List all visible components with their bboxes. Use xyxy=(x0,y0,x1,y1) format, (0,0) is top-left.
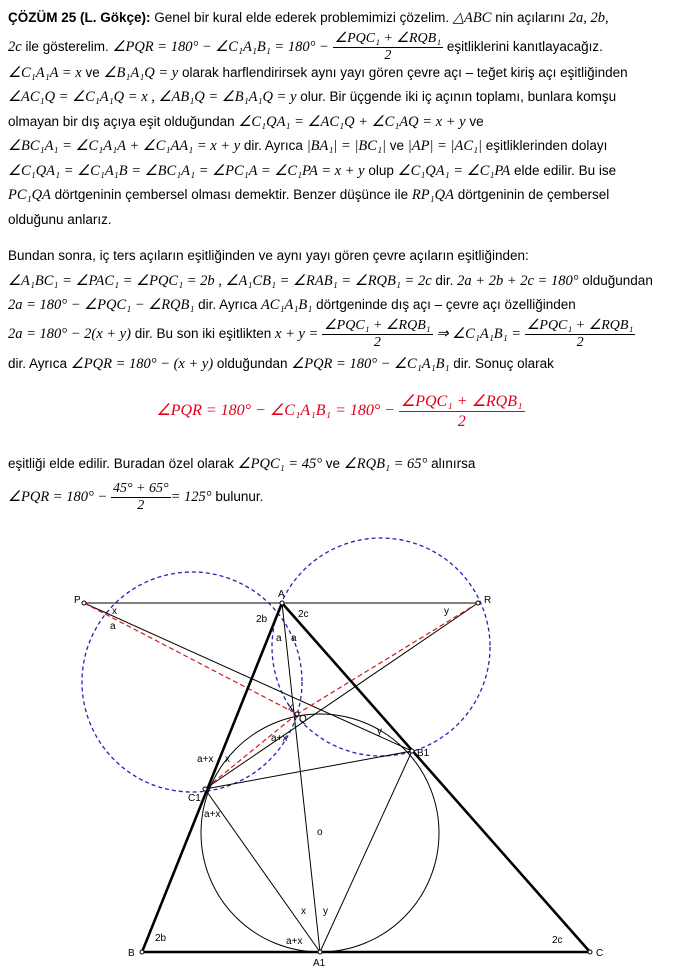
point-a xyxy=(280,601,284,605)
text: nin açılarını xyxy=(491,10,569,25)
math: 2a, 2b, xyxy=(568,10,609,26)
point-b1 xyxy=(410,749,414,753)
angle-label: a+x xyxy=(286,936,303,947)
text: olur. Bir üçgende iki iç açının toplamı, bunlara komşu xyxy=(296,89,617,104)
text: olduğundan xyxy=(213,355,292,371)
angle-label: a+x xyxy=(204,809,221,820)
angle-label: 2b xyxy=(155,933,167,944)
angle-label: 2c xyxy=(552,935,563,946)
label-a1: A1 xyxy=(313,958,326,969)
fraction xyxy=(399,392,525,431)
text-line xyxy=(8,159,673,184)
point-p xyxy=(82,601,86,605)
point-r xyxy=(476,601,480,605)
line-pb1 xyxy=(84,603,412,751)
angle-label: 2c xyxy=(298,609,309,620)
text: ve xyxy=(322,456,344,471)
math: ∠C₁QA₁ = ∠AC₁Q + ∠C₁AQ = x + y xyxy=(238,113,466,130)
text: eşitliklerinden dolayı xyxy=(482,138,608,153)
fraction-denominator: 2 xyxy=(384,47,392,63)
point-b xyxy=(140,950,144,954)
math: = 125° xyxy=(170,488,212,505)
text: eşitliklerini kanıtlayacağız. xyxy=(446,38,603,54)
text: dir. Ayrıca xyxy=(240,138,307,153)
text-line xyxy=(8,352,673,377)
fraction-denominator: 2 xyxy=(576,334,584,350)
math: x + y = xyxy=(275,325,319,342)
math: ∠PQR = 180° − xyxy=(8,488,108,505)
text: eşitliği elde edilir. Buradan özel olarak xyxy=(8,456,238,471)
label-a: A xyxy=(278,589,285,600)
result-equation xyxy=(0,392,681,431)
label-b1: B1 xyxy=(417,748,430,759)
label-r: R xyxy=(484,595,492,606)
math: |AP| = |AC₁| xyxy=(407,138,483,154)
label-b: B xyxy=(128,948,135,959)
math: ∠BC₁A₁ = ∠C₁A₁A + ∠C₁AA₁ = x + y xyxy=(8,138,241,154)
point-c xyxy=(588,950,592,954)
angle-label: y xyxy=(377,726,382,737)
angle-label: y xyxy=(323,906,328,917)
paragraph-3 xyxy=(8,452,673,515)
text: Genel bir kural elde ederek problemimizi çözelim. xyxy=(154,10,453,25)
angle-label: x xyxy=(288,702,293,713)
point-a1 xyxy=(318,950,322,954)
math: ∠PQR = 180° − ∠C₁A₁B₁ = 180° − xyxy=(112,38,329,55)
label-c1: C1 xyxy=(188,793,201,804)
math: ∠C₁QA₁ = ∠C₁A₁B = ∠BC₁A₁ = ∠PC₁A = ∠C₁PA = x + y xyxy=(8,162,365,179)
text-line xyxy=(8,481,673,515)
fraction-denominator: 2 xyxy=(137,497,145,513)
angle-label: a+x xyxy=(271,733,288,744)
line-c1b1 xyxy=(205,751,412,789)
text: bulunur. xyxy=(211,488,264,504)
text: dir. xyxy=(431,272,458,288)
angle-label: a+x xyxy=(197,754,214,765)
text: olmayan bir dış açıya eşit olduğundan xyxy=(8,113,239,129)
fraction-denominator: 2 xyxy=(457,413,466,430)
text: dir. Bu son iki eşitlikten xyxy=(130,325,276,341)
text-line xyxy=(8,85,673,110)
text-line xyxy=(8,31,673,61)
text-line xyxy=(8,6,673,31)
paragraph-2 xyxy=(8,244,673,376)
dashed-qc1 xyxy=(205,714,297,789)
text: alınırsa xyxy=(427,456,476,471)
math: ∠PQR = 180° − ∠C₁A₁B₁ xyxy=(291,355,450,372)
label-p: P xyxy=(74,595,81,606)
math: ∠C₁QA₁ = ∠C₁PA xyxy=(397,162,511,179)
text: olduğundan xyxy=(578,272,653,288)
text: ve xyxy=(386,138,408,153)
math: ∠A₁BC₁ = ∠PAC₁ = ∠PQC₁ = 2b , ∠A₁CB₁ = ∠RAB₁ = ∠RQB₁ = 2c xyxy=(8,272,432,289)
text: dir. Sonuç olarak xyxy=(449,355,554,371)
text-line xyxy=(8,244,673,269)
angle-label: a xyxy=(276,633,282,644)
text: ve xyxy=(81,64,104,80)
math: |BA₁| = |BC₁| xyxy=(306,138,386,154)
math: 2a + 2b + 2c = 180° xyxy=(457,272,579,289)
math: RP₁QA xyxy=(411,187,454,203)
text: ve xyxy=(465,113,484,129)
text-line xyxy=(8,269,673,294)
dashed-rq xyxy=(297,603,478,714)
triangle-abc xyxy=(142,603,590,952)
math: ∠C₁A₁A = x xyxy=(8,64,82,81)
text: ile gösterelim. xyxy=(21,38,113,54)
text: dörtgeninin de çembersel xyxy=(453,187,610,202)
angle-label: a xyxy=(110,621,116,632)
math: ⇒ ∠C₁A₁B₁ = xyxy=(436,325,522,342)
angle-label: x xyxy=(301,906,306,917)
text-line xyxy=(8,293,673,318)
math: ∠PQR = 180° − (x + y) xyxy=(70,355,214,372)
fraction xyxy=(333,31,444,64)
label-o: o xyxy=(317,827,323,838)
text: dörtgeninin çembersel olması demektir. Benzer düşünce ile xyxy=(50,187,412,202)
fraction-numerator: ∠PQC₁ + ∠RQB₁ xyxy=(324,317,431,333)
line-c1a1 xyxy=(205,789,320,952)
math: PC₁QA xyxy=(8,187,51,203)
fraction xyxy=(322,318,433,351)
label-c: C xyxy=(596,948,604,959)
text: dörtgeninde dış açı – çevre açı özelliğinden xyxy=(312,297,576,312)
circle-pc1qa xyxy=(82,572,302,792)
text: olduğunu anlarız. xyxy=(8,211,112,227)
text-line xyxy=(8,183,673,208)
fraction xyxy=(111,481,171,514)
math: ∠PQC₁ = 45° xyxy=(237,456,323,472)
text-line xyxy=(8,452,673,477)
fraction-numerator: ∠PQC₁ + ∠RQB₁ xyxy=(526,317,634,333)
geometry-figure xyxy=(0,530,681,977)
line-b1a1 xyxy=(320,751,412,952)
math: △ABC xyxy=(452,10,492,26)
fraction-numerator: ∠PQC₁ + ∠RQB₁ xyxy=(400,393,523,410)
text-line xyxy=(8,61,673,86)
math: ∠PQR = 180° − ∠C₁A₁B₁ = 180° − xyxy=(156,402,396,420)
angle-label: 2b xyxy=(256,614,268,625)
angle-label: y xyxy=(444,606,449,617)
math: 2a = 180° − ∠PQC₁ − ∠RQB₁ xyxy=(8,297,195,313)
fraction-numerator: 45° + 65° xyxy=(112,480,169,496)
text: olup xyxy=(364,162,398,178)
text-line xyxy=(8,318,673,352)
math: ∠B₁A₁Q = y xyxy=(103,64,179,81)
angle-label: a xyxy=(291,633,297,644)
line-aa1 xyxy=(282,603,320,952)
solution-title: ÇÖZÜM 25 (L. Gökçe): xyxy=(8,10,151,25)
angle-label: x xyxy=(225,754,230,765)
text: elde edilir. Bu ise xyxy=(510,162,617,178)
math: 2c xyxy=(8,38,22,55)
text: Bundan sonra, iç ters açıların eşitliğinden ve aynı yayı gören çevre açıların eşitliğinden: xyxy=(8,248,529,263)
fraction-numerator: ∠PQC₁ + ∠RQB₁ xyxy=(334,30,442,46)
text-line xyxy=(8,134,673,159)
math: AC₁A₁B₁ xyxy=(260,297,313,313)
math: ∠RQB₁ = 65° xyxy=(343,456,428,472)
fraction xyxy=(525,318,636,351)
fraction-denominator: 2 xyxy=(373,334,381,350)
angle-label: x xyxy=(112,606,117,617)
text: olarak harflendirirsek aynı yayı gören çevre açı – teğet kiriş açı eşitliğinden xyxy=(178,64,628,80)
point-c1 xyxy=(203,787,207,791)
label-q: Q xyxy=(299,714,307,725)
text-line xyxy=(8,208,673,233)
text: dir. Ayrıca xyxy=(8,355,71,371)
math: 2a = 180° − 2(x + y) xyxy=(8,325,131,342)
text: dir. Ayrıca xyxy=(194,297,261,312)
text-line xyxy=(8,110,673,135)
math: ∠AC₁Q = ∠C₁A₁Q = x , ∠AB₁Q = ∠B₁A₁Q = y xyxy=(8,89,297,105)
paragraph-1 xyxy=(8,6,673,232)
